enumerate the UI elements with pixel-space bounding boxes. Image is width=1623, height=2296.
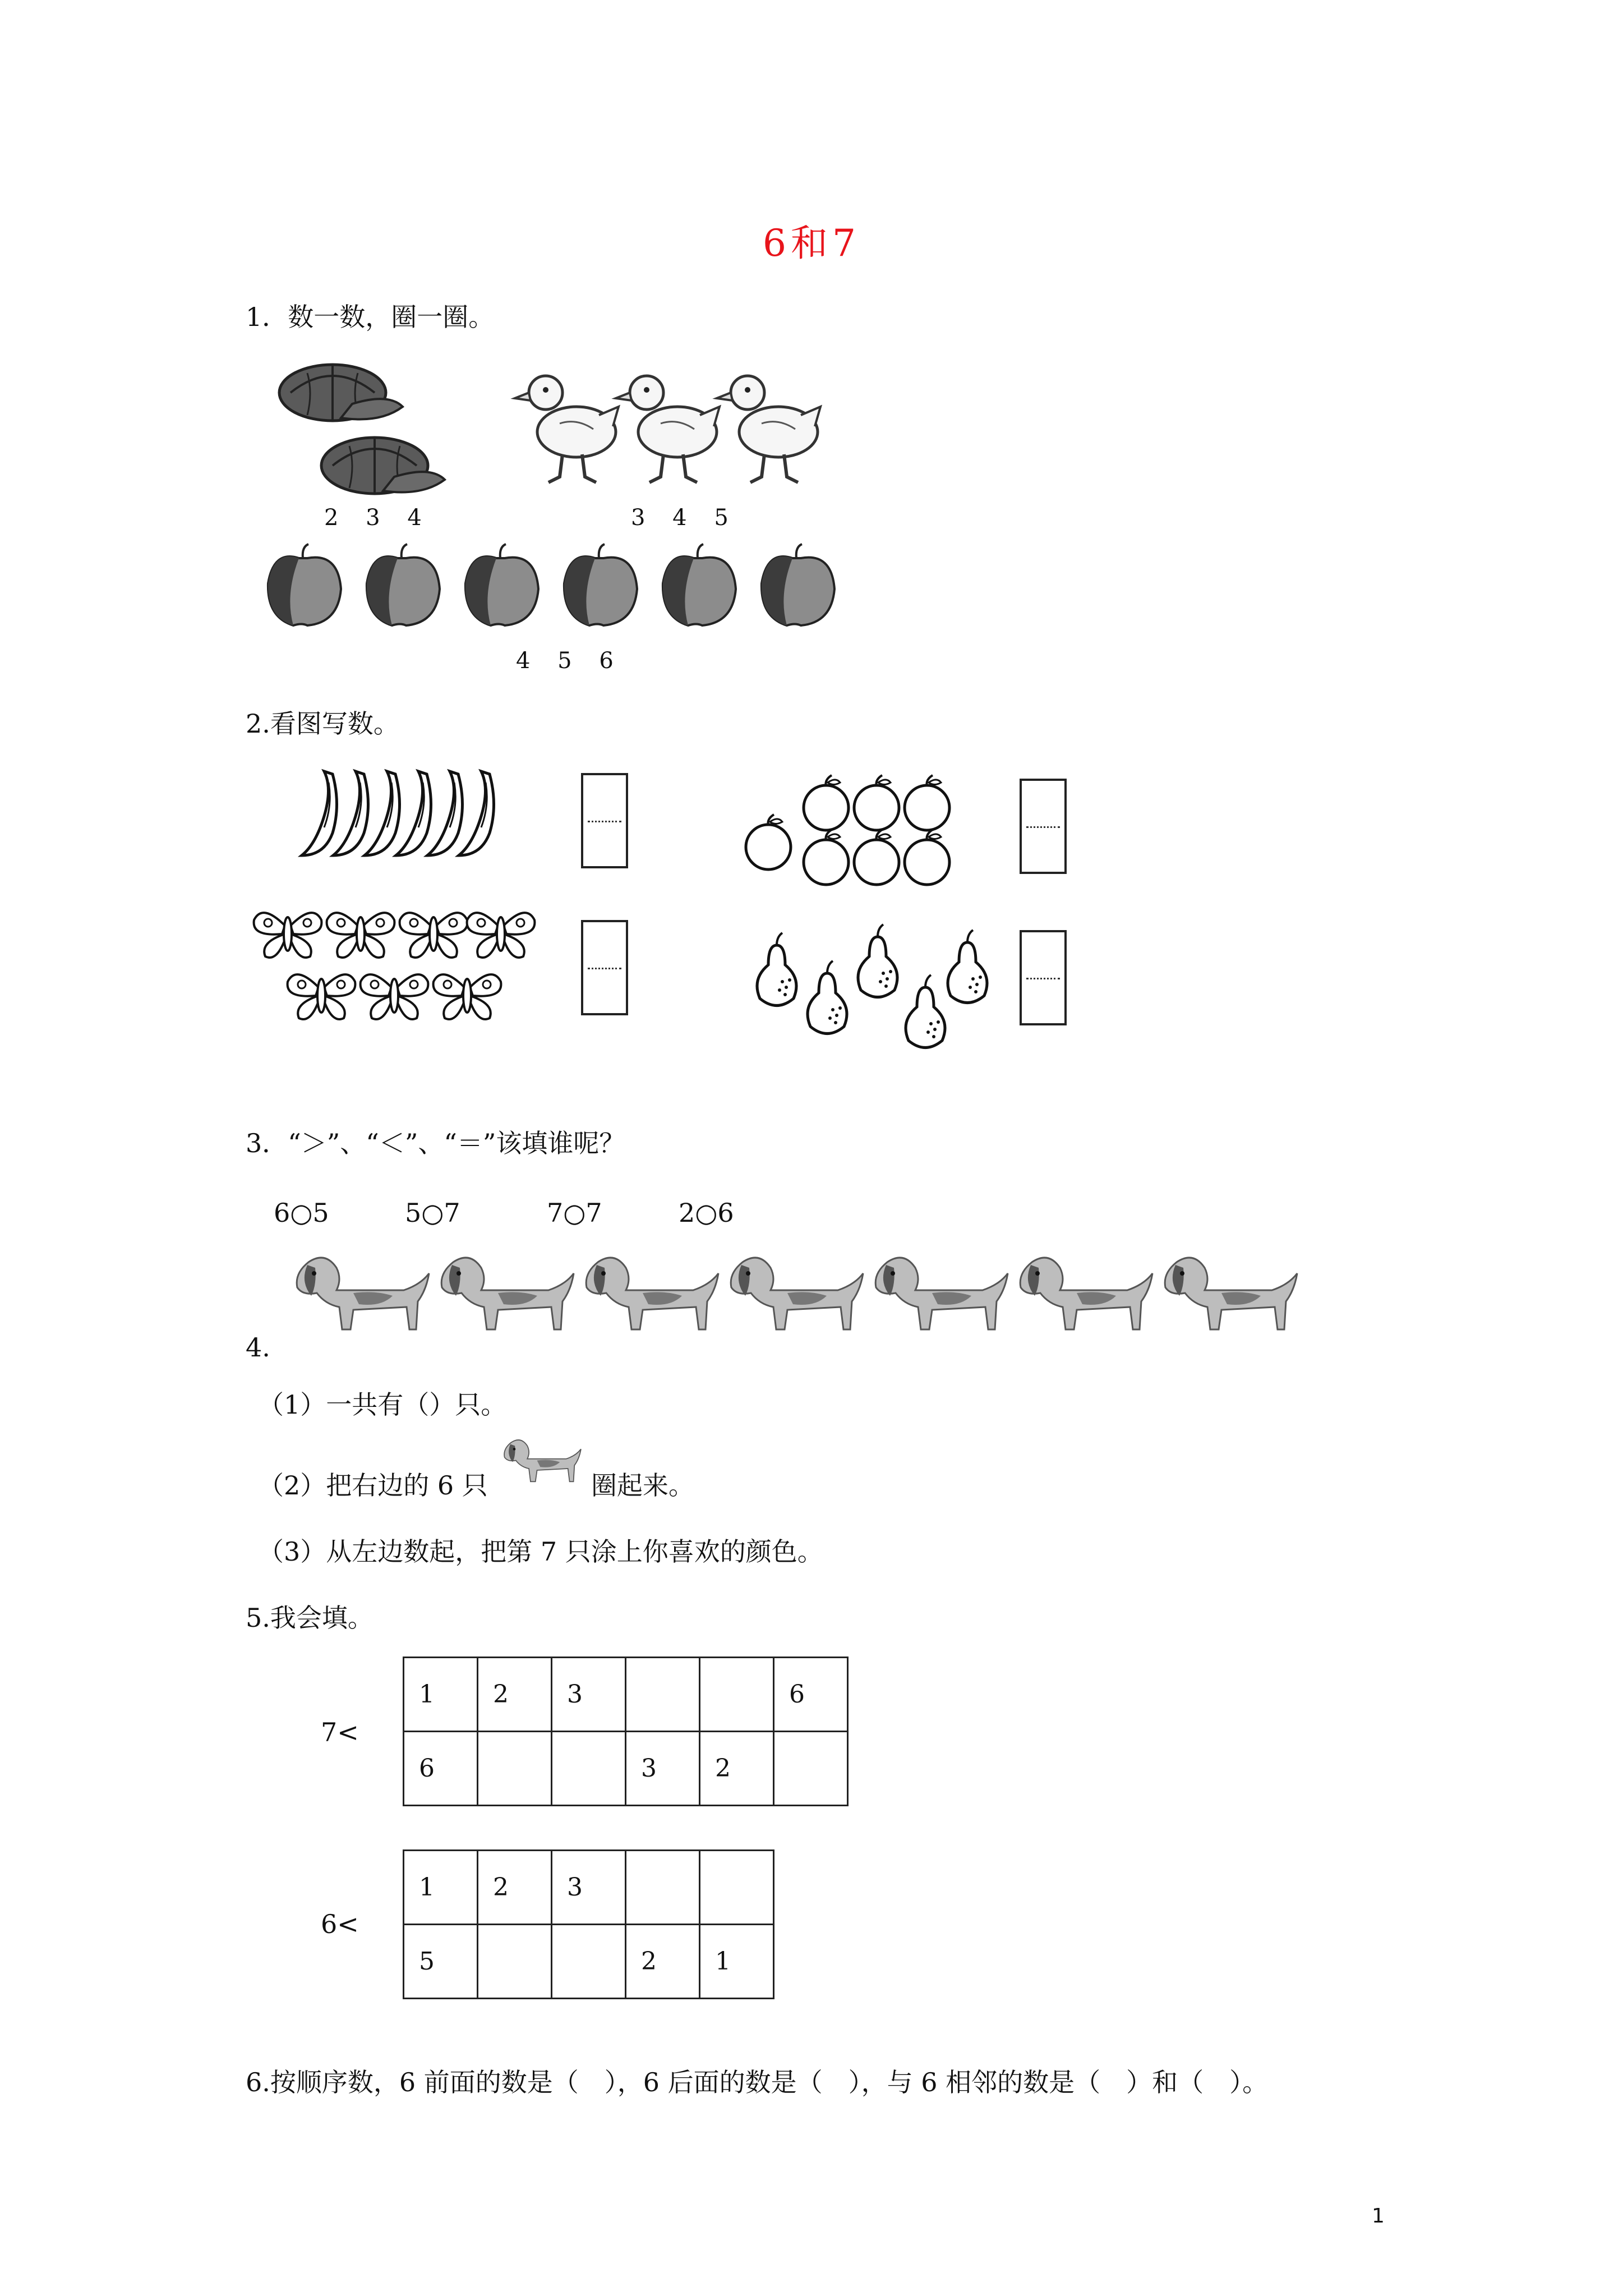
- q5-label: 5.我会填。: [246, 1603, 374, 1633]
- answer-box-pears[interactable]: [1020, 930, 1067, 1025]
- table-cell[interactable]: [552, 1925, 626, 1999]
- table-cell[interactable]: [478, 1925, 552, 1999]
- page-number: 1: [1372, 2205, 1385, 2228]
- table-cell: 2: [700, 1732, 774, 1806]
- q3-label: 3．“＞”、“＜”、“＝”该填谁呢？: [246, 1128, 625, 1158]
- pear-icon: [751, 926, 1015, 1049]
- table-cell[interactable]: [700, 1851, 774, 1925]
- table-cell: 1: [700, 1925, 774, 1999]
- table-cell[interactable]: [626, 1658, 700, 1732]
- table-cell[interactable]: [774, 1732, 848, 1806]
- table-cell[interactable]: [700, 1658, 774, 1732]
- q3-item[interactable]: 5○7: [405, 1198, 460, 1228]
- table-cell: 2: [478, 1851, 552, 1925]
- number-table-7: [403, 1657, 849, 1806]
- butterfly-icon: [251, 903, 543, 1038]
- q3-item[interactable]: 7○7: [547, 1198, 602, 1228]
- q3-item[interactable]: 6○5: [274, 1198, 329, 1228]
- table-cell[interactable]: [552, 1732, 626, 1806]
- q4-sub1: （1）一共有（）只。: [258, 1389, 507, 1420]
- answer-box-apples[interactable]: [1020, 779, 1067, 874]
- q1-label: 1．数一数，圈一圈。: [246, 302, 495, 332]
- table-cell: 2: [626, 1925, 700, 1999]
- table-row: [404, 1658, 848, 1732]
- q4-sub2-post: 圈起来。: [591, 1470, 694, 1501]
- answer-box-butterflies[interactable]: [581, 920, 628, 1015]
- table-cell: 6: [774, 1658, 848, 1732]
- table-cell[interactable]: [626, 1851, 700, 1925]
- table-cell: 6: [404, 1732, 478, 1806]
- duck-icon: [515, 365, 829, 499]
- q1-ducks-choices: 3 4 5: [631, 505, 739, 531]
- dog-icon: [498, 1436, 582, 1492]
- q4-sub3: （3）从左边数起，把第 7 只涂上你喜欢的颜色。: [258, 1536, 823, 1567]
- table-cell: 1: [404, 1658, 478, 1732]
- table-row: [404, 1732, 848, 1806]
- q3-item[interactable]: 2○6: [679, 1198, 734, 1228]
- q6-label: 6.按顺序数，6 前面的数是（ ），6 后面的数是（ ），与 6 相邻的数是（ ）和（ ）。: [246, 2067, 1269, 2097]
- q4-label: 4.: [246, 1332, 270, 1363]
- table-row: [404, 1925, 774, 1999]
- hat-icon: [268, 359, 436, 516]
- dog-icon: [286, 1251, 1312, 1346]
- table-cell: 1: [404, 1851, 478, 1925]
- apple-outline-icon: [743, 771, 984, 900]
- table-cell[interactable]: [478, 1732, 552, 1806]
- table-cell: 3: [552, 1851, 626, 1925]
- table-cell: 2: [478, 1658, 552, 1732]
- table-row: [404, 1851, 774, 1925]
- table-cell: 3: [626, 1732, 700, 1806]
- q1-apples-choices: 4 5 6: [516, 648, 624, 674]
- banana-icon: [302, 771, 526, 867]
- table-cell: 3: [552, 1658, 626, 1732]
- q4-sub2-pre: （2）把右边的 6 只: [258, 1470, 488, 1501]
- page-title: 6和7: [763, 222, 860, 265]
- answer-box-bananas[interactable]: [581, 773, 628, 868]
- table2-head: 6<: [321, 1909, 359, 1939]
- table1-head: 7<: [321, 1717, 359, 1747]
- q2-label: 2.看图写数。: [246, 708, 399, 739]
- apple-icon: [262, 544, 851, 639]
- table-cell: 5: [404, 1925, 478, 1999]
- q1-hats-choices: 2 3 4: [324, 505, 432, 531]
- number-table-6: [403, 1849, 774, 1999]
